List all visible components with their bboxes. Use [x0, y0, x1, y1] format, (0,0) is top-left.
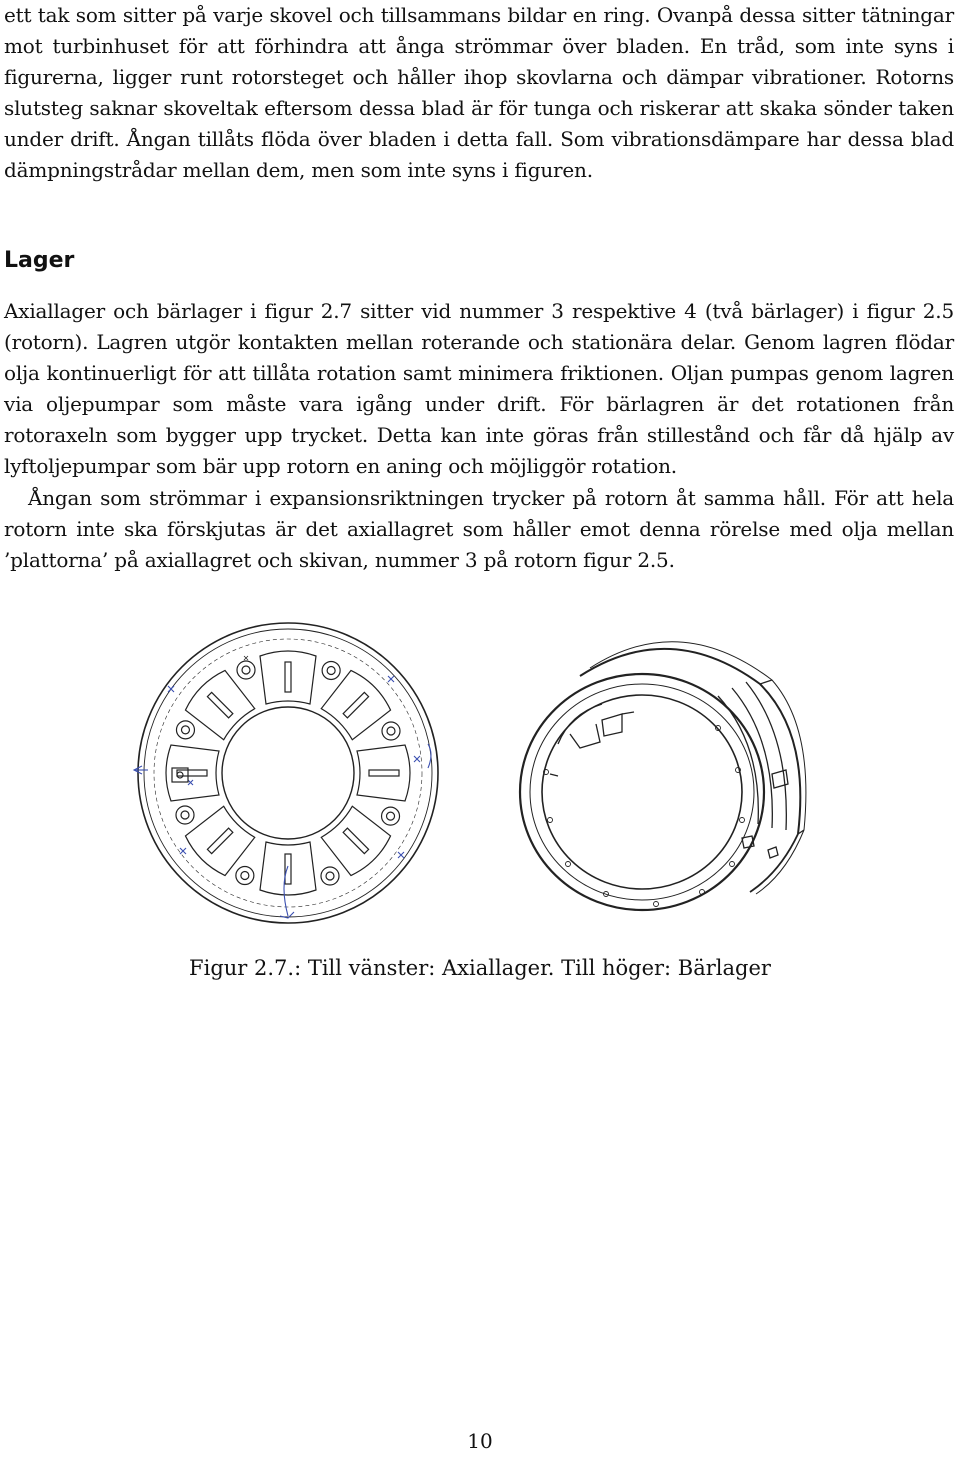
paragraph-thrust: Ångan som strömmar i expansionsriktningen trycker på rotorn åt samma håll. För att hela rotorn inte ska förskjutas är det axiallagret som håller emot denna rörelse med olja mellan ’plattorna’ på axiallagret och skivan, nummer 3 på rotorn figur 2.5. [4, 486, 954, 572]
paragraph-intro: ett tak som sitter på varje skovel och tillsammans bildar en ring. Ovanpå dessa sitter tätningar mot turbinhuset för att förhindra att ånga strömmar över bladen. En tråd, som inte syns i figurerna, ligger runt rotorsteget och håller ihop skovlarna och dämpar vibrationer. Rotorns slutsteg saknar skoveltak eftersom dessa blad är för tunga och riskerar att skaka sönder taken under drift. Ångan tillåts flöda över bladen i detta fall. Som vibrationsdämpare har dessa blad dämpningstrådar mellan dem, men som inte syns i figuren. [4, 3, 954, 182]
section-heading: Lager [4, 248, 75, 273]
paragraph-bearings: Axiallager och bärlager i figur 2.7 sitter vid nummer 3 respektive 4 (två bärlager) i figur 2.5 (rotorn). Lagren utgör kontakten mellan roterande och stationära delar. Genom lagren flödar olja kontinuerligt för att tillåta rotation samt minimera friktionen. Oljan pumpas genom lagren via oljepumpar som måste vara igång under drift. För bärlagren är det rotationen från rotoraxeln som bygger upp trycket. Detta kan inte göras från stillestånd och får då hjälp av lyftoljepumpar som bär upp rotorn en aning och möjliggör rotation. [4, 299, 954, 478]
figure-caption: Figur 2.7.: Till vänster: Axiallager. Till höger: Bärlager [189, 956, 771, 980]
axial-bearing-drawing [128, 616, 448, 930]
journal-bearing-drawing [510, 624, 810, 924]
page-number: 10 [467, 1429, 493, 1453]
figure-bearings [0, 610, 960, 930]
